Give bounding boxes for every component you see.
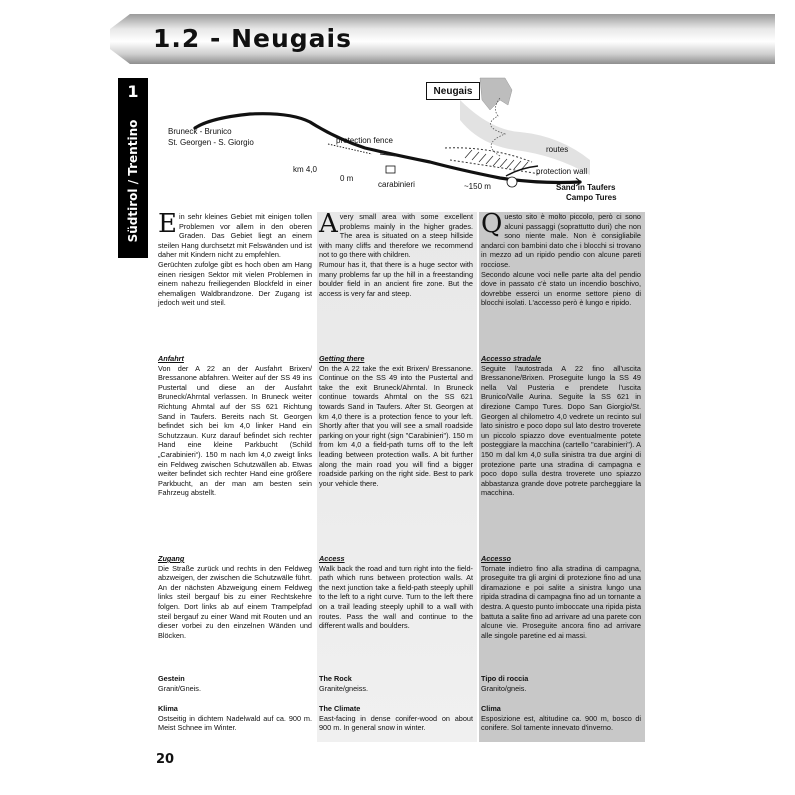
map-label-carabinieri: carabinieri	[378, 180, 415, 189]
region-label: Südtirol / Trentino	[126, 119, 140, 243]
access-heading-en: Access	[319, 554, 345, 563]
map-label-km: km 4,0	[293, 165, 318, 174]
climate-text-de: Ostseitig in dichtem Nadelwald auf ca. 900 m. Meist Schnee im Winter.	[158, 713, 312, 733]
map-label-st-georgen: St. Georgen - S. Giorgio	[168, 138, 254, 147]
page-number: 20	[156, 752, 175, 767]
page-title: 1.2 - Neugais	[153, 24, 352, 53]
access-text-it: Tornate indietro fino alla stradina di campagna, proseguite tra gli argini di protezione fino ad una diramazione e poi salite a sinistra lungo una ripida stradina di campagna fino ad un tornante a destra. A questo punto imboccate una ripida pista battuta a salite fino ad arrivare ad una parete con alcune vie. Proseguite ancora fino ad arrivare alle singole paretine ed ai massi.	[481, 563, 641, 640]
map-label-bruneck: Bruneck - Brunico	[168, 127, 232, 136]
rock-heading-en: The Rock	[319, 674, 352, 683]
column-german	[158, 209, 314, 742]
intro-text-it: uesto sito è molto piccolo, però ci sono alcuni passaggi (soprattutto duri) che non sono niente male. Non è consigliabile andarci con bambini dato che i blocchi si trovano in mezzo ad un ripido pendio con alcune pareti rocciose. Secondo alcune voci nelle parte alta del pendio dove in passato c'è stato un incendio boschivo, dovrebbe esserci un enorme settore pieno di blocchi isolati. L'accesso però è lungo e ripido.	[481, 212, 641, 308]
drop-cap-de: E	[158, 209, 177, 239]
approach-text-en: On the A 22 take the exit Brixen/ Bressanone. Continue on the SS 49 into the Pustertal and take the exit Bruneck/Ahrntal. In Bruneck continue towards Ahrntal on the SS 621 towards Sand in Taufers. After St. Georgen at km 4,0 there is a protection fence to your left. Shortly after that you will see a small roadside parking on your right (sign "Carabinieri"). 150 m from km 4,0 a field-path turns off to the left leading between protection walls. A bit further along the main road you will find a bigger roadside parking on the right side. Best to park your vehicle there.	[319, 363, 473, 488]
rock-text-de: Granit/Gneis.	[158, 683, 201, 693]
rock-heading-de: Gestein	[158, 674, 185, 683]
access-heading-it: Accesso	[481, 554, 512, 563]
column-english	[317, 209, 477, 742]
map-label-fence: protection fence	[336, 136, 393, 145]
rock-text-it: Granito/gneis.	[481, 683, 527, 693]
climate-heading-en: The Climate	[319, 704, 361, 713]
intro-it	[481, 209, 641, 308]
access-text-de: Die Straße zurück und rechts in den Feldweg abzweigen, der zwischen die Schutzwälle führt. An der nächsten Abzweigung einem Feldweg links steil bergauf bis zu einer Rechtskehre folgen. Dort links ab auf einem Trampelpfad steil bergauf zu einer Wand mit Routen und an dieser vorbei zu den einzelnen Wänden und Blöcken.	[158, 563, 312, 640]
approach-heading-en: Getting there	[319, 354, 365, 363]
map-label-distance: ~150 m	[464, 182, 491, 191]
intro-text-de: in sehr kleines Gebiet mit einigen tollen Problemen vor allem in den oberen Graden. Das Gebiet liegt an einem steilen Hang durchsetzt mit Felswänden und ist daher mit Kindern nicht zu empfehlen. Gerüchten zufolge gibt es hoch oben am Hang einen riesigen Sektor mit vielen Problemen in einem nahezu freiliegenden Blockfeld in einer ehemaligen Waldbrandzone. Der Zugang ist jedoch weit und steil.	[158, 212, 312, 308]
map-label-zero: 0 m	[340, 174, 354, 183]
map-label-routes: routes	[546, 145, 569, 154]
drop-cap-it: Q	[481, 209, 503, 239]
map-label-wall: protection wall	[536, 167, 588, 176]
access-heading-de: Zugang	[158, 554, 185, 563]
intro-en	[319, 209, 473, 298]
intro-de	[158, 209, 312, 308]
climate-heading-it: Clima	[481, 704, 501, 713]
approach-heading-it: Accesso stradale	[481, 354, 542, 363]
intro-text-en: very small area with some excellent problems mainly in the higher grades. The area is situated on a steep hillside with many cliffs and therefore we recommend not to go there with children. Rumour has it, that there is a huge sector with many problems far up the hill in a freestanding boulder field in an ancient fire zone. But the access is very far and steep.	[319, 212, 473, 298]
map-label-sand: Sand in Taufers	[556, 183, 616, 192]
drop-cap-en: A	[319, 209, 338, 239]
chapter-number: 1	[118, 78, 148, 104]
access-text-en: Walk back the road and turn right into the field-path which runs between protection walls. At the next junction take a field-path steeply uphill to the left to a right curve. Turn to the left there on a trail leading steeply uphill to a wall with routes. Pass the wall and continue to the different walls and boulders.	[319, 563, 473, 631]
climate-text-en: East-facing in dense conifer-wood on about 900 m. In general snow in winter.	[319, 713, 473, 733]
map-label-campo: Campo Tures	[566, 193, 617, 202]
approach-text-it: Seguite l'autostrada A 22 fino all'uscita Bressanone/Brixen. Proseguite lungo la SS 49 nella Val Pusteria e prendete l'uscita Brunico/Valle Aurina. Seguite la SS 621 in direzione Campo Tures. Dopo San Giorgio/St. Georgen al chilometro 4,0 vedrete un recinto sul lato sinistro e poco dopo sul lato destro troverete un piccolo spiazzo dove eventualmente potete posteggiare la macchina (cartello "carabinieri"). A 150 m dal km 4,0 sulla sinistra tra due argini di protezione parte una stradina di campagna e poco dopo sulla destra troverete uno spiazzo abbastanza grande dove potrete parcheggiare la macchina.	[481, 363, 641, 498]
approach-text-de: Von der A 22 an der Ausfahrt Brixen/ Bressanone abfahren. Weiter auf der SS 49 ins Pustertal und diese an der Ausfahrt Bruneck/Ahrntal verlassen. In Bruneck weiter Richtung Ahrntal auf der SS 621 Richtung Sand in Taufers. Bereits nach St. Georgen befindet sich bei km 4,0 linker Hand ein Schutzzaun. Kurz darauf befindet sich rechter Hand eine kleine Parkbucht (Schild „Carabinieri“). 150 m nach km 4,0 zweigt links ein Feldweg zwischen Schutzwällen ab. Etwas weiter befindet sich rechter Hand eine größere Parkbucht, an der man am besten sein Fahrzeug abstellt.	[158, 363, 312, 498]
approach-heading-de: Anfahrt	[158, 354, 184, 363]
rock-text-en: Granite/gneiss.	[319, 683, 369, 693]
climate-heading-de: Klima	[158, 704, 178, 713]
column-italian	[479, 209, 645, 742]
neugais-map-label: Neugais	[426, 82, 480, 100]
rock-heading-it: Tipo di roccia	[481, 674, 529, 683]
climate-text-it: Esposizione est, altitudine ca. 900 m, bosco di conifere. Sol tamente innevato d'inverno.	[481, 713, 641, 733]
